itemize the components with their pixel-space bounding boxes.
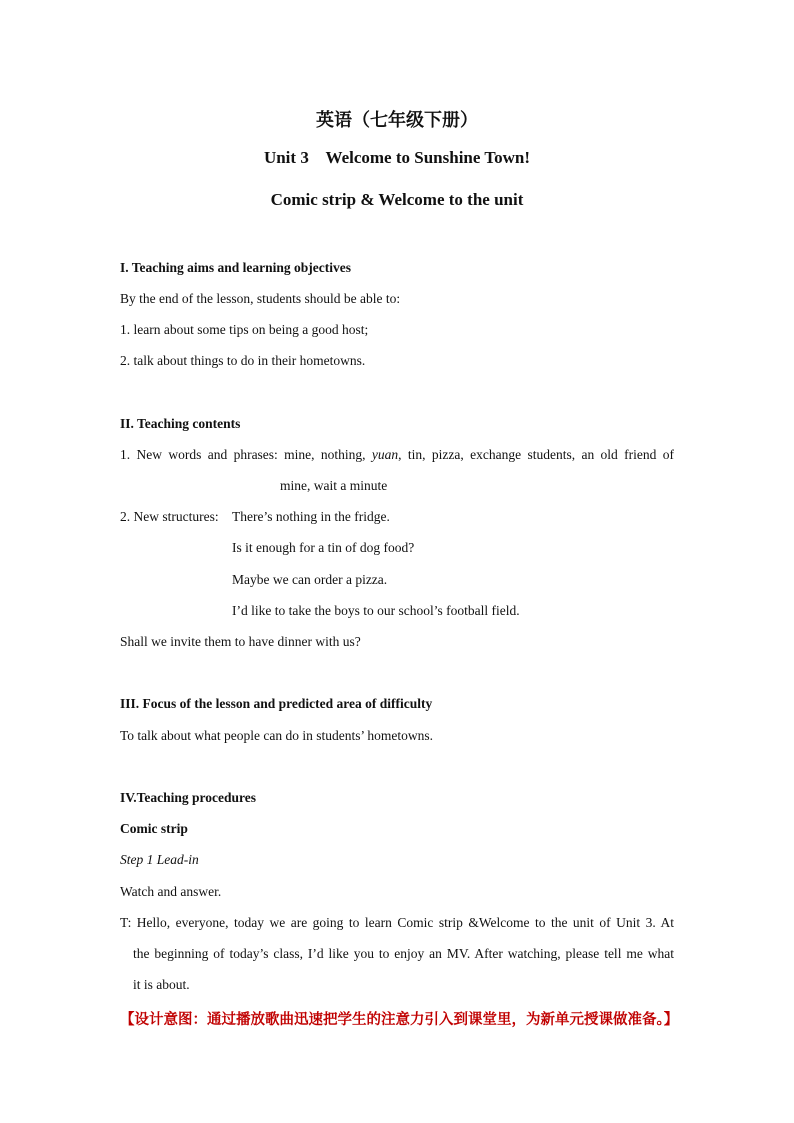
unit-title: Unit 3 Welcome to Sunshine Town! [263,148,531,167]
section4-para-line2: the beginning of today’s class, I’d like you to enjoy an MV. After watching, please tell me what [133,946,674,961]
design-intent-note: 【设计意图：通过播放歌曲迅速把学生的注意力引入到课堂里，为新单元授课做准备。】 [120,1012,679,1028]
section4-heading: IV.Teaching procedures [120,790,257,805]
section2-structures-label: 2. New structures: [120,509,219,524]
section2-last: Shall we invite them to have dinner with us? [120,634,361,649]
words-italic: yuan [371,447,399,462]
section4-step: Step 1 Lead-in [120,852,199,867]
words-prefix: 1. New words and phrases: mine, nothing, [120,447,366,462]
section2-heading: II. Teaching contents [120,416,241,431]
section4-para-line3: it is about. [133,977,190,992]
section4-sub: Comic strip [120,821,188,836]
section1-intro: By the end of the lesson, students should be able to: [120,291,401,306]
section4-watch: Watch and answer. [120,884,222,899]
section1-item-2: 2. talk about things to do in their hometowns. [120,353,366,368]
structure-2: Is it enough for a tin of dog food? [232,540,415,555]
section2-words-cont: mine, wait a minute [280,478,388,493]
section2-words-line [120,447,674,463]
section4-para-line1: T: Hello, everyone, today we are going to learn Comic strip &Welcome to the unit of Unit 3. At [120,915,674,930]
section1-item-1: 1. learn about some tips on being a good host; [120,322,369,337]
section1-heading: I. Teaching aims and learning objectives [120,260,352,275]
document-title: 英语（七年级下册） [316,110,478,130]
structure-4: I’d like to take the boys to our school’s football field. [232,603,520,618]
section3-heading: III. Focus of the lesson and predicted area of difficulty [120,696,433,711]
words-suffix: , tin, pizza, exchange students, an old friend of [398,447,675,462]
lesson-title: Comic strip & Welcome to the unit [270,190,524,209]
structure-3: Maybe we can order a pizza. [232,572,388,587]
structure-1: There’s nothing in the fridge. [232,509,390,524]
section3-text: To talk about what people can do in students’ hometowns. [120,728,433,743]
